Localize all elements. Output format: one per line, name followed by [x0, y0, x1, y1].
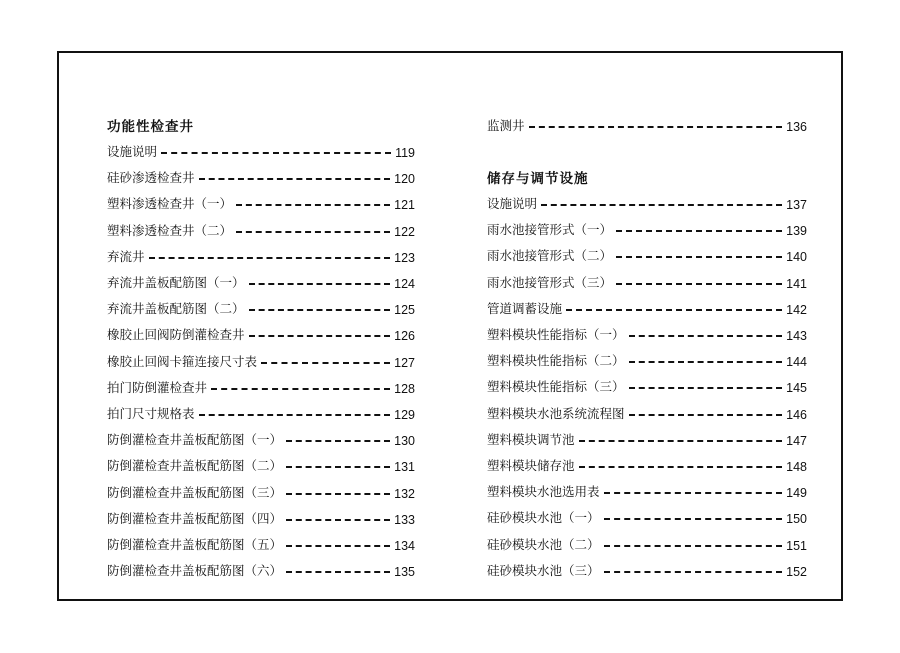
- dashed-leader: [616, 256, 782, 258]
- dashed-leader: [249, 283, 391, 285]
- dashed-leader: [286, 440, 390, 442]
- toc-entry[interactable]: [107, 325, 415, 343]
- toc-entry-title: 塑料模块性能指标（三）: [487, 379, 625, 395]
- dashed-leader: [161, 152, 391, 154]
- toc-entry[interactable]: [107, 535, 415, 553]
- toc-entry-page: 119: [395, 146, 415, 160]
- toc-entry[interactable]: [107, 456, 415, 474]
- dashed-leader: [529, 126, 783, 128]
- toc-entry-page: 128: [394, 381, 415, 396]
- toc-entry[interactable]: [107, 378, 415, 396]
- toc-entry-page: 135: [394, 565, 415, 580]
- dashed-leader: [286, 571, 390, 573]
- toc-entry-title: 塑料模块储存池: [487, 458, 575, 473]
- dashed-leader: [236, 231, 390, 233]
- toc-entry-title: 硅砂模块水池（三）: [487, 562, 600, 578]
- dashed-leader: [541, 204, 782, 206]
- dashed-leader: [286, 519, 390, 521]
- toc-entry[interactable]: [487, 325, 807, 343]
- toc-entry-page: 139: [786, 224, 807, 239]
- toc-entry-title: 塑料模块水池系统流程图: [487, 405, 625, 421]
- toc-entry-page: 123: [394, 250, 415, 265]
- toc-entry-page: 133: [394, 512, 415, 527]
- toc-entry-page: 140: [786, 250, 807, 265]
- toc-entry[interactable]: [107, 430, 415, 448]
- dashed-leader: [579, 466, 783, 468]
- toc-entry[interactable]: [487, 404, 807, 422]
- toc-entry-page: 130: [394, 434, 415, 449]
- toc-entry-title: 管道调蓄设施: [487, 300, 563, 316]
- toc-entry-page: 143: [786, 329, 807, 343]
- toc-entry-title: 防倒灌检查井盖板配筋图（四）: [107, 510, 283, 526]
- toc-entry[interactable]: [107, 194, 415, 212]
- toc-entry[interactable]: [487, 508, 807, 526]
- dashed-leader: [604, 492, 783, 494]
- dashed-leader: [149, 257, 391, 259]
- dashed-leader: [566, 309, 782, 311]
- toc-entry-page: 137: [786, 198, 807, 212]
- dashed-leader: [199, 178, 391, 180]
- dashed-leader: [211, 388, 390, 390]
- toc-entry-title: 设施说明: [107, 144, 158, 159]
- toc-entry-title: 拍门尺寸规格表: [107, 406, 195, 421]
- toc-entry-page: 151: [786, 538, 807, 553]
- dashed-leader: [629, 387, 783, 389]
- dashed-leader: [604, 545, 783, 547]
- toc-entry-page: 122: [394, 224, 415, 239]
- toc-entry-page: 142: [786, 302, 807, 317]
- dashed-leader: [629, 361, 783, 363]
- toc-entry[interactable]: [487, 116, 807, 134]
- toc-entry-page: 121: [394, 198, 415, 213]
- section-heading: 功能性检查井: [107, 119, 194, 135]
- toc-entry[interactable]: [487, 430, 807, 448]
- toc-entry-title: 雨水池接管形式（一）: [487, 222, 613, 238]
- toc-entry[interactable]: [487, 246, 807, 264]
- toc-entry-page: 129: [394, 408, 415, 422]
- dashed-leader: [579, 440, 783, 442]
- toc-entry[interactable]: [107, 221, 415, 239]
- dashed-leader: [199, 414, 391, 416]
- toc-entry-page: 120: [394, 172, 415, 187]
- dashed-leader: [629, 335, 783, 337]
- toc-entry[interactable]: [107, 247, 415, 265]
- toc-entry-page: 125: [394, 303, 415, 318]
- toc-entry-title: 弃流井: [107, 248, 145, 264]
- toc-entry-title: 弃流井盖板配筋图（一）: [107, 275, 245, 290]
- toc-entry-page: 126: [394, 329, 415, 344]
- toc-entry-page: 146: [786, 407, 807, 422]
- toc-entry-title: 塑料模块调节池: [487, 431, 575, 447]
- toc-entry[interactable]: [487, 482, 807, 500]
- toc-entry[interactable]: [107, 509, 415, 527]
- toc-entry-page: 149: [786, 486, 807, 501]
- toc-entry-page: 134: [394, 539, 415, 553]
- toc-entry-title: 拍门防倒灌检查井: [107, 379, 208, 395]
- toc-entry-title: 防倒灌检查井盖板配筋图（一）: [107, 432, 283, 448]
- toc-entry[interactable]: [107, 483, 415, 501]
- toc-entry-title: 防倒灌检查井盖板配筋图（三）: [107, 484, 283, 500]
- dashed-leader: [616, 283, 782, 285]
- toc-entry-page: 136: [786, 120, 807, 134]
- toc-entry[interactable]: [487, 561, 807, 579]
- toc-entry[interactable]: [107, 352, 415, 370]
- toc-entry-title: 防倒灌检查井盖板配筋图（六）: [107, 563, 283, 579]
- dashed-leader: [286, 493, 390, 495]
- toc-entry-title: 硅砂模块水池（一）: [487, 510, 600, 526]
- toc-entry-title: 橡胶止回阀卡箍连接尺寸表: [107, 353, 258, 369]
- toc-entry-page: 141: [786, 276, 807, 291]
- toc-entry[interactable]: [107, 299, 415, 317]
- dashed-leader: [616, 230, 782, 232]
- dashed-leader: [629, 414, 783, 416]
- toc-entry-title: 塑料渗透检查井（二）: [107, 222, 233, 238]
- dashed-leader: [286, 466, 390, 468]
- dashed-leader: [236, 204, 390, 206]
- toc-entry[interactable]: [107, 273, 415, 291]
- toc-entry-title: 弃流井盖板配筋图（二）: [107, 301, 245, 317]
- toc-entry-page: 131: [394, 460, 415, 475]
- section-heading: 储存与调节设施: [487, 171, 589, 187]
- toc-entry-page: 145: [786, 381, 807, 396]
- toc-entry-page: 150: [786, 512, 807, 527]
- toc-entry[interactable]: [107, 142, 415, 160]
- toc-entry[interactable]: [107, 168, 415, 186]
- toc-entry[interactable]: [487, 351, 807, 369]
- toc-entry-title: 雨水池接管形式（二）: [487, 248, 613, 264]
- toc-entry-title: 设施说明: [487, 196, 538, 211]
- toc-entry[interactable]: [487, 194, 807, 212]
- toc-entry-page: 144: [786, 355, 807, 370]
- toc-entry-title: 塑料渗透检查井（一）: [107, 196, 233, 212]
- toc-entry-title: 橡胶止回阀防倒灌检查井: [107, 327, 245, 343]
- dashed-leader: [249, 335, 391, 337]
- toc-entry-title: 塑料模块水池选用表: [487, 484, 600, 500]
- toc-entry[interactable]: [487, 299, 807, 317]
- toc-entry-page: 152: [786, 564, 807, 579]
- toc-entry[interactable]: [107, 404, 415, 422]
- toc-entry-title: 防倒灌检查井盖板配筋图（二）: [107, 458, 283, 474]
- toc-entry-title: 防倒灌检查井盖板配筋图（五）: [107, 537, 283, 552]
- toc-entry-title: 监测井: [487, 118, 525, 133]
- toc-entry-page: 127: [394, 355, 415, 370]
- toc-entry[interactable]: [487, 456, 807, 474]
- toc-entry[interactable]: [487, 377, 807, 395]
- dashed-leader: [261, 362, 390, 364]
- toc-entry-title: 硅砂模块水池（二）: [487, 536, 600, 552]
- toc-entry[interactable]: [487, 273, 807, 291]
- toc-entry[interactable]: [487, 535, 807, 553]
- dashed-leader: [286, 545, 390, 547]
- toc-entry-page: 132: [394, 486, 415, 501]
- toc-entry-page: 124: [394, 277, 415, 291]
- toc-entry-page: 147: [786, 433, 807, 448]
- toc-entry-title: 雨水池接管形式（三）: [487, 274, 613, 290]
- page-frame: [57, 51, 843, 601]
- toc-entry[interactable]: [487, 220, 807, 238]
- toc-entry-title: 硅砂渗透检查井: [107, 170, 195, 186]
- toc-entry-page: 148: [786, 460, 807, 474]
- dashed-leader: [249, 309, 391, 311]
- toc-entry-title: 塑料模块性能指标（一）: [487, 327, 625, 342]
- toc-entry[interactable]: [107, 561, 415, 579]
- toc-entry-title: 塑料模块性能指标（二）: [487, 353, 625, 369]
- dashed-leader: [604, 571, 783, 573]
- dashed-leader: [604, 518, 783, 520]
